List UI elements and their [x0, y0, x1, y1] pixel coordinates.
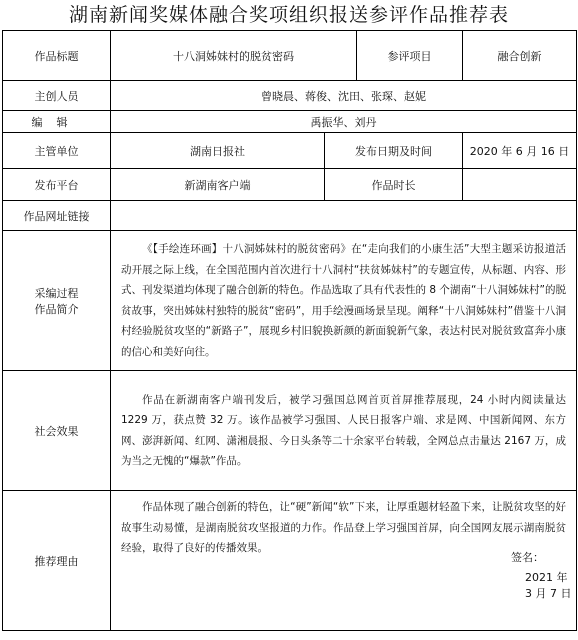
work-title-label: 作品标题: [3, 31, 111, 81]
effect-text: 作品在新湖南客户端刊发后，被学习强国总网首页首屏推荐展现，24 小时内阅读量达 1229 万，获点赞 32 万。该作品被学习强国、人民日报客户端、求是网、中国新闻网、东方网、澎湃新闻、红网、潇湘晨报、今日头条等二十余家平台转载，全网总点击量达 2167 万，成为当之无愧的“爆款”作品。: [121, 393, 566, 467]
creators-label: 主创人员: [3, 81, 111, 111]
work-title-value: 十八洞姊妹村的脱贫密码: [111, 31, 357, 81]
duration-label: 作品时长: [325, 169, 463, 201]
editors-label: 编辑: [3, 111, 111, 133]
category-label: 参评项目: [357, 31, 463, 81]
page-title: 湖南新闻奖媒体融合奖项组织报送参评作品推荐表: [68, 4, 509, 26]
row-org: [3, 133, 577, 169]
row-creators: [3, 81, 577, 111]
org-value: 湖南日报社: [111, 133, 325, 169]
platform-value: 新湖南客户端: [111, 169, 325, 201]
row-editors: [3, 111, 577, 133]
signature-date: 2021 年 3 月 7 日: [525, 571, 572, 600]
org-label: 主管单位: [3, 133, 111, 169]
url-label: 作品网址链接: [3, 201, 111, 231]
url-value: [111, 201, 577, 231]
process-cell: [111, 231, 577, 371]
process-label: [3, 231, 111, 371]
reason-cell: [111, 491, 577, 631]
process-label-line1: 采编过程: [34, 286, 79, 300]
process-label-line2: 作品简介: [34, 302, 79, 316]
row-work-title: [3, 31, 577, 81]
row-platform: [3, 169, 577, 201]
effect-label: 社会效果: [3, 371, 111, 491]
platform-label: 发布平台: [3, 169, 111, 201]
signature-label: 签名：: [511, 551, 544, 564]
row-process: [3, 231, 577, 371]
row-reason: [3, 491, 577, 631]
process-text: 《【手绘连环画】十八洞姊妹村的脱贫密码》在“走向我们的小康生活”大型主题采访报道活动开展之际上线，在全国范围内首次进行十八洞村“扶贫姊妹村”的专题宣传，从标题、内容、形式、刊发渠道均体现了融合创新的特色。作品选取了具有代表性的 8 个湖南“十八洞姊妹村”的脱贫故事，突出姊妹村独特的脱贫“密码”，用手绘漫画场景呈现。阐释“十八洞姊妹村”借鉴十八洞村经验脱贫攻坚的“新路子”，展现乡村旧貌换新颜的新面貌新气象，表达村民对脱贫致富奔小康的信心和美好向往。: [121, 243, 566, 358]
row-effect: [3, 371, 577, 491]
pubdate-label: 发布日期及时间: [325, 133, 463, 169]
creators-value: 曾晓晨、蒋俊、沈田、张琛、赵妮: [111, 81, 577, 111]
effect-cell: [111, 371, 577, 491]
reason-text: 作品体现了融合创新的特色，让“硬”新闻“软”下来，让厚重题材轻盈下来，让脱贫攻坚的好故事生动易懂，是湖南脱贫攻坚报道的力作。作品登上学习强国首屏，向全国网友展示湖南脱贫经验，取得了良好的传播效果。: [121, 501, 566, 554]
editors-value: 禹振华、刘丹: [111, 111, 577, 133]
pubdate-value: 2020 年 6 月 16 日: [463, 133, 577, 169]
reason-block: [115, 497, 572, 600]
reason-label: 推荐理由: [3, 491, 111, 631]
recommendation-form-table: [2, 30, 577, 631]
category-value: 融合创新: [463, 31, 577, 81]
row-url: [3, 201, 577, 231]
duration-value: [463, 169, 577, 201]
